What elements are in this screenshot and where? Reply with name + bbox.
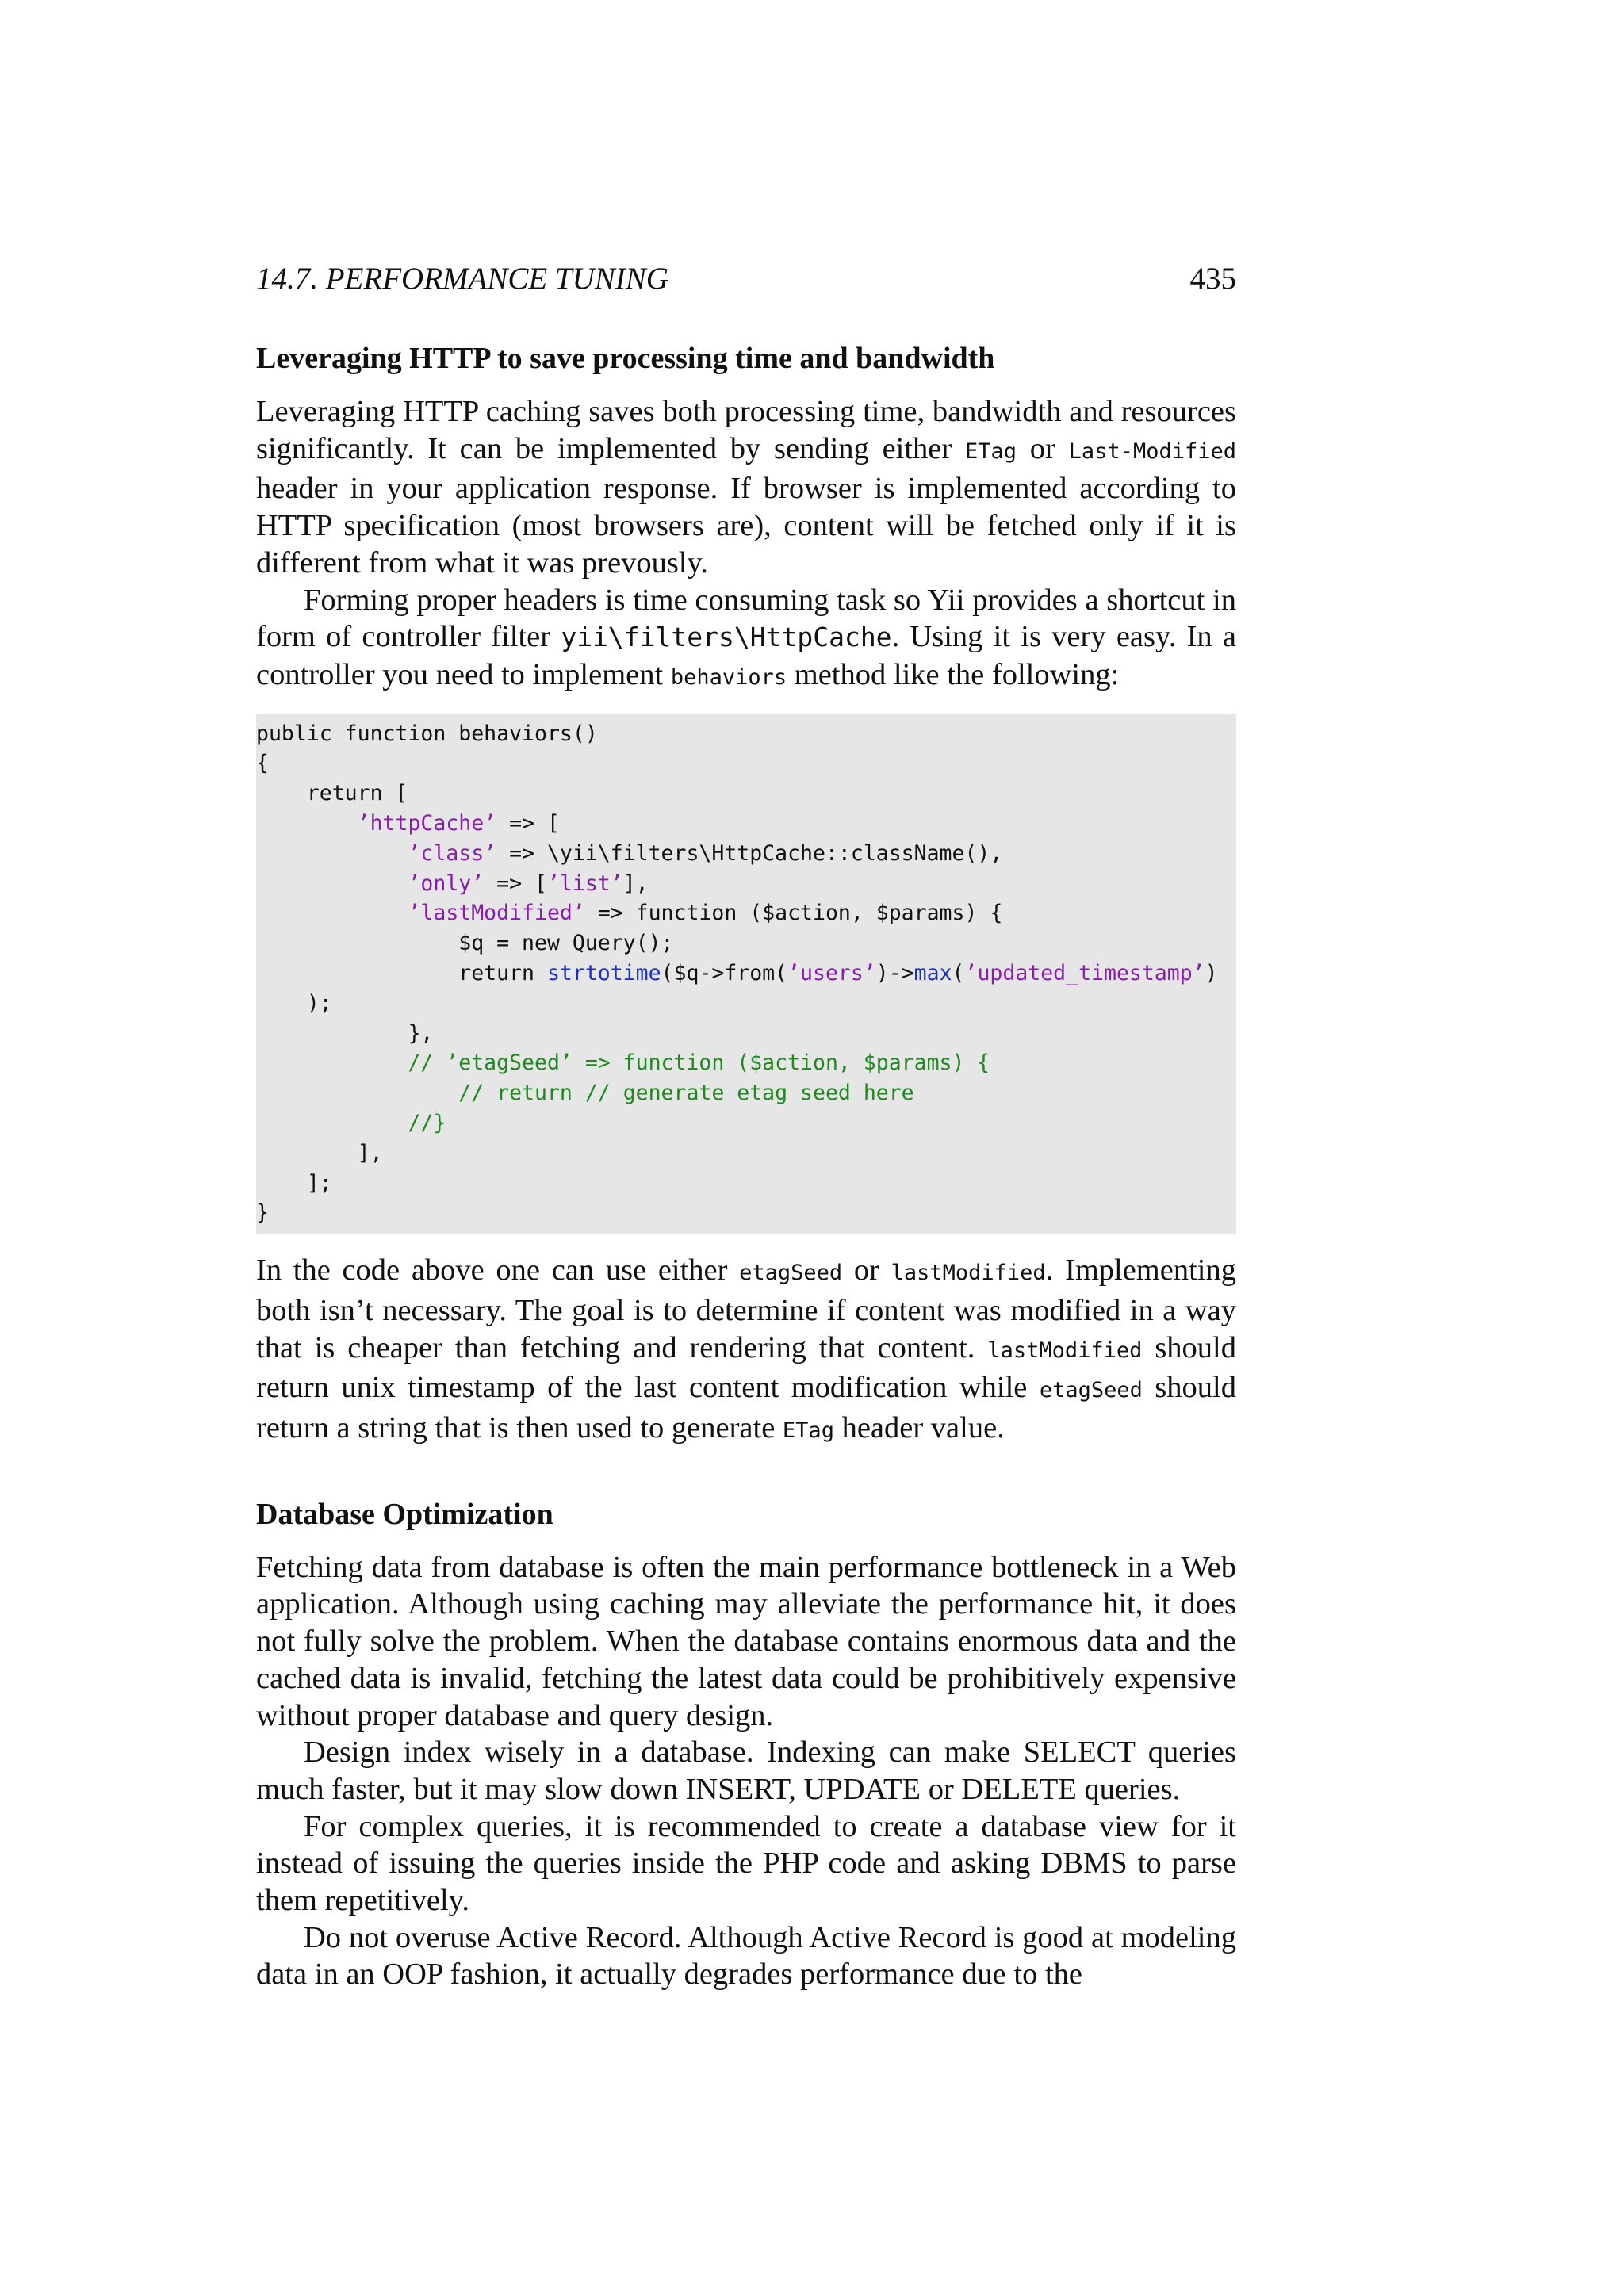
code-line <box>256 1108 1236 1138</box>
paragraph-http-intro: Leveraging HTTP caching saves both processing time, bandwidth and resources significantly. It can be implemented by sending either ETag or Last-Modified header in your application response. If browser is implemented according to HTTP specification (most browsers are), content will be fetched only if it is different from what it was prevously. <box>256 395 1236 580</box>
code-token: => [ <box>484 871 547 896</box>
code-token <box>256 841 408 866</box>
code-token: ], <box>622 871 649 896</box>
code-token: ’updated_timestamp’ <box>964 961 1205 985</box>
code-token: ’lastModified’ <box>408 901 585 926</box>
code-token: max <box>914 961 952 985</box>
section-heading-http: Leveraging HTTP to save processing time and bandwidth <box>256 342 995 375</box>
page-number: 435 <box>1189 262 1236 296</box>
code-line <box>256 928 1236 959</box>
code-token: return <box>256 961 547 985</box>
code-token <box>256 871 408 896</box>
running-head <box>256 259 1236 299</box>
code-token: ], <box>256 1140 383 1165</box>
code-line <box>256 748 1236 779</box>
code-token: }, <box>256 1020 434 1046</box>
code-line <box>256 989 1236 1019</box>
code-token: // return // generate etag seed here <box>458 1081 914 1106</box>
inline-code-etag: ETag <box>782 1418 834 1443</box>
code-line <box>256 869 1236 899</box>
code-line <box>256 1138 1236 1169</box>
code-token <box>256 1111 408 1135</box>
inline-code-lastmodified: lastModified <box>891 1261 1046 1286</box>
paragraph-etag-explanation: In the code above one can use either etagSeed or lastModified. Implementing both isn’t necessary. The goal is to determine if content was modified in a way that is cheaper than fetching and rendering that content. lastModified should return unix timestamp of the last content modification while etagSeed should return a string that is then used to generate ETag header value. <box>256 1253 1236 1445</box>
section-heading-database: Database Optimization <box>256 1497 553 1531</box>
inline-code-etagseed: etagSeed <box>739 1261 843 1286</box>
code-line <box>256 779 1236 809</box>
code-token: ]; <box>256 1170 332 1196</box>
page-content <box>256 259 1236 1993</box>
code-line <box>256 1048 1236 1078</box>
code-token <box>256 1050 408 1075</box>
code-line <box>256 839 1236 869</box>
code-token: ) <box>1205 961 1218 985</box>
code-token: => function ($action, $params) { <box>584 901 1003 926</box>
code-token: ); <box>256 990 332 1016</box>
code-token <box>256 811 358 836</box>
code-token: return [ <box>256 781 408 806</box>
paragraph-db-index: Design index wisely in a database. Indexing can make SELECT queries much faster, but it may slow down INSERT, UPDATE or DELETE queries. <box>256 1735 1236 1806</box>
code-token: ($q->from( <box>661 961 788 985</box>
inline-code-etagseed: etagSeed <box>1039 1378 1143 1403</box>
inline-code-etag: ETag <box>965 438 1017 464</box>
code-token: ’list’ <box>546 871 623 896</box>
code-block <box>256 714 1236 1235</box>
code-token: public function behaviors() <box>256 721 598 746</box>
code-line <box>256 809 1236 839</box>
code-token: //} <box>408 1110 446 1135</box>
code-token: => [ <box>496 811 560 836</box>
code-token: ’class’ <box>408 840 497 866</box>
code-token: )-> <box>875 961 914 985</box>
running-title: 14.7. PERFORMANCE TUNING <box>256 262 668 296</box>
inline-code-behaviors: behaviors <box>670 664 787 690</box>
code-token: ’users’ <box>787 961 876 985</box>
code-line <box>256 1169 1236 1199</box>
code-line <box>256 1019 1236 1049</box>
paragraph-active-record: Do not overuse Active Record. Although Active Record is good at modeling data in an OOP fashion, it actually degrades performance due to the <box>256 1920 1236 1992</box>
code-token: // ’etagSeed’ => function ($action, $params) { <box>408 1050 990 1076</box>
inline-code-last-modified: Last-Modified <box>1068 438 1236 464</box>
code-token: ’only’ <box>408 871 485 896</box>
inline-code-httpcache-class: yii\filters\HttpCache <box>561 622 892 653</box>
code-line <box>256 959 1236 989</box>
code-line <box>256 1078 1236 1108</box>
code-token: => \yii\filters\HttpCache::className(), <box>496 840 1003 866</box>
code-line <box>256 1198 1236 1228</box>
paragraph-db-bottleneck: Fetching data from database is often the main performance bottleneck in a Web application. Although using caching may alleviate the performance hit, it does not fully solve the problem. When the database contains enormous data and the cached data is invalid, fetching the latest data could be prohibitively expensive without proper database and query design. <box>256 1550 1236 1732</box>
code-token: } <box>256 1200 269 1226</box>
code-token <box>256 1081 458 1105</box>
paragraph-db-view: For complex queries, it is recommended to create a database view for it instead of issuing the queries inside the PHP code and asking DBMS to parse them repetitively. <box>256 1809 1236 1918</box>
code-token <box>256 901 408 925</box>
code-token: ’httpCache’ <box>357 811 497 836</box>
code-token: ( <box>952 961 965 985</box>
code-token: $q = new Query(); <box>256 931 674 956</box>
inline-code-lastmodified: lastModified <box>987 1337 1143 1363</box>
code-line <box>256 898 1236 928</box>
paragraph-http-cache-filter: Forming proper headers is time consuming task so Yii provides a shortcut in form of controller filter yii\filters\HttpCache. Using it is very easy. In a controller you need to implement behaviors method like the following: <box>256 583 1236 691</box>
code-token: { <box>256 751 269 776</box>
code-line <box>256 719 1236 749</box>
code-token: strtotime <box>546 961 661 985</box>
